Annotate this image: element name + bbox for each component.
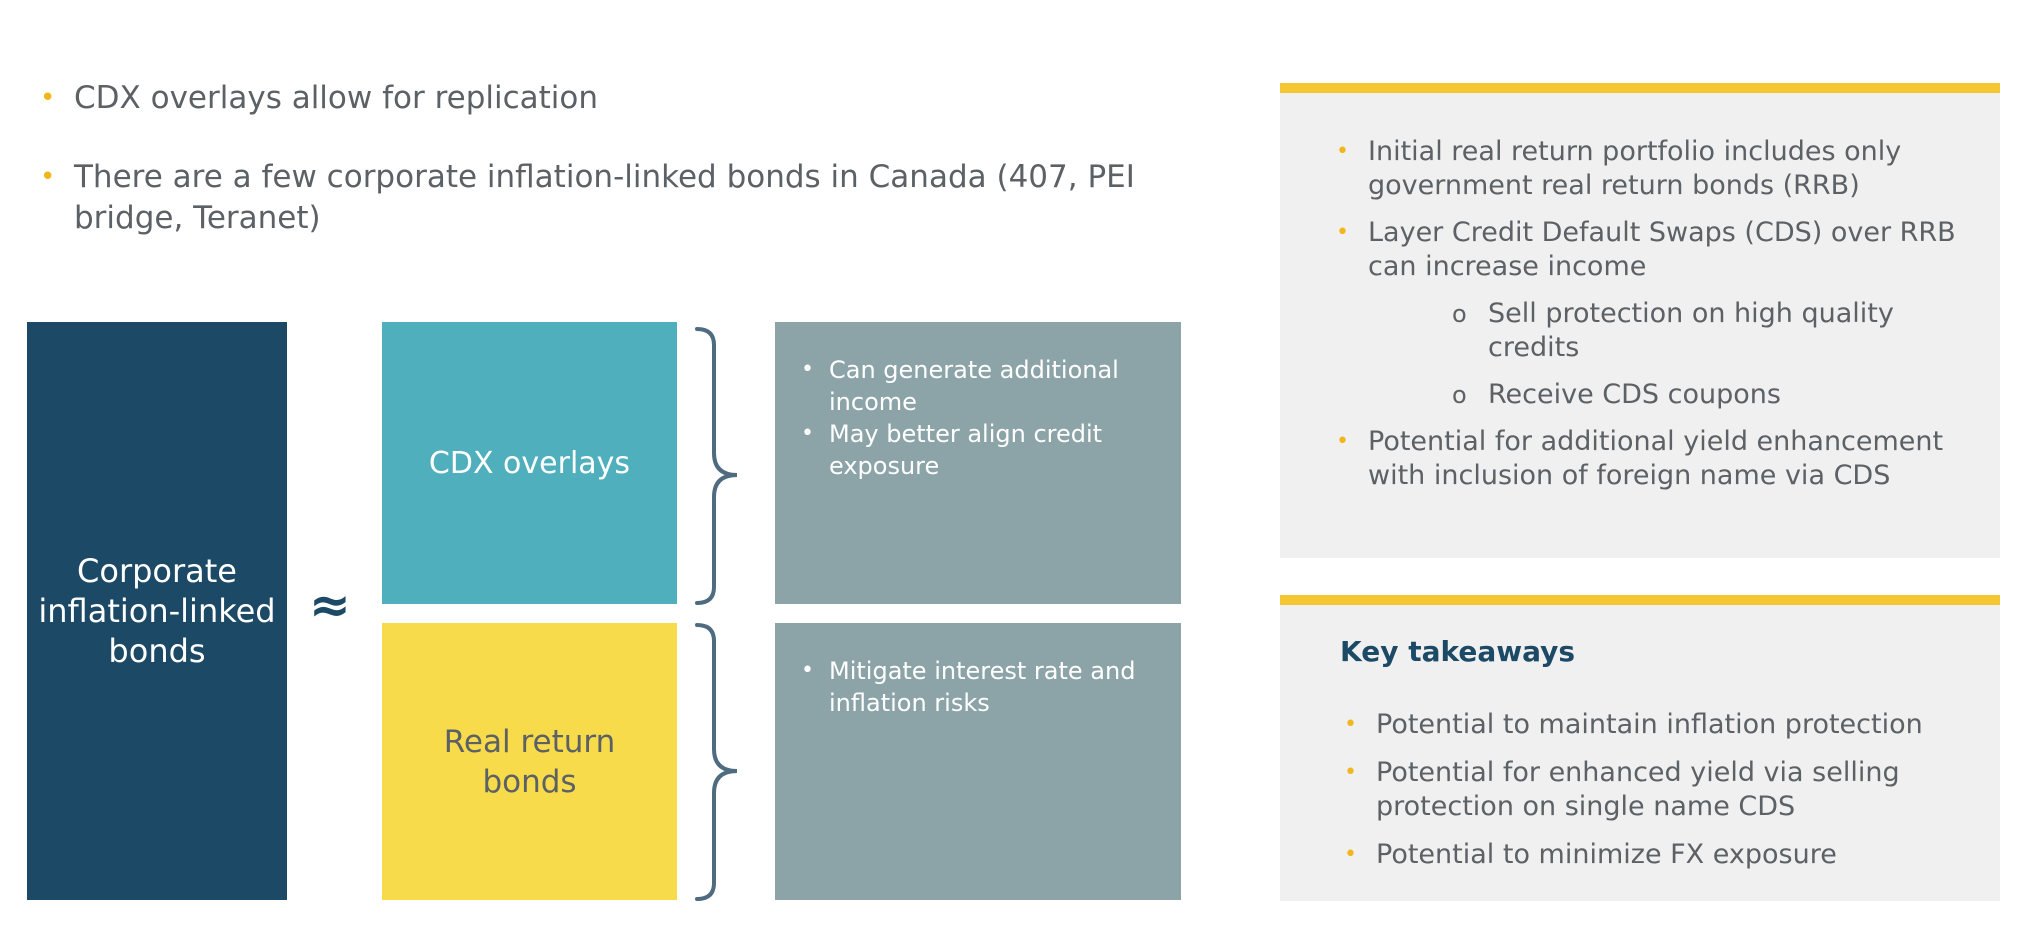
takeaway-bullet: • Potential to maintain inflation protection [1342, 708, 1982, 742]
key-takeaways-panel [1280, 595, 2000, 901]
key-takeaways-title: Key takeaways [1340, 635, 1576, 668]
cdx-box-label: CDX overlays [428, 445, 631, 481]
cdx-overlays-box [382, 322, 677, 604]
takeaway-bullet: • Potential for enhanced yield via selling protection on single name CDS [1342, 756, 1982, 824]
info-panel [1280, 83, 2000, 558]
approximately-equal-icon: ≈ [309, 576, 351, 634]
rrb-detail-item: • Mitigate interest rate and inflation risks [795, 655, 1161, 719]
info-bullet: • Layer Credit Default Swaps (CDS) over RRB can increase income [1332, 216, 1962, 284]
cdx-detail-item: • Can generate additional income [795, 354, 1161, 418]
rrb-box-label: Real return bonds [443, 723, 616, 800]
intro-bullet-list [38, 78, 1158, 277]
cdx-detail-item: • May better align credit exposure [795, 418, 1161, 482]
curly-brace-icon [692, 325, 742, 607]
rrb-details-list [795, 655, 1161, 719]
key-takeaways-list [1342, 708, 1982, 886]
cdx-details-list [795, 354, 1161, 482]
info-panel-list [1332, 135, 1962, 506]
intro-bullet: • CDX overlays allow for replication [38, 78, 1158, 119]
info-sub-bullet: o Sell protection on high quality credits [1452, 297, 1962, 365]
info-bullet: • Potential for additional yield enhancement with inclusion of foreign name via CDS [1332, 425, 1962, 493]
corporate-box-label: Corporate inflation-linked bonds [38, 552, 276, 670]
curly-brace-icon [692, 621, 742, 903]
takeaway-bullet: • Potential to minimize FX exposure [1342, 838, 1982, 872]
intro-bullet: • There are a few corporate inflation-linked bonds in Canada (407, PEI bridge, Teranet) [38, 157, 1158, 239]
cdx-details-box [775, 322, 1181, 604]
info-sub-bullet: o Receive CDS coupons [1452, 378, 1962, 412]
real-return-bonds-box [382, 623, 677, 900]
rrb-details-box [775, 623, 1181, 900]
info-bullet: • Initial real return portfolio includes only government real return bonds (RRB) [1332, 135, 1962, 203]
corporate-inflation-linked-bonds-box [27, 322, 287, 900]
